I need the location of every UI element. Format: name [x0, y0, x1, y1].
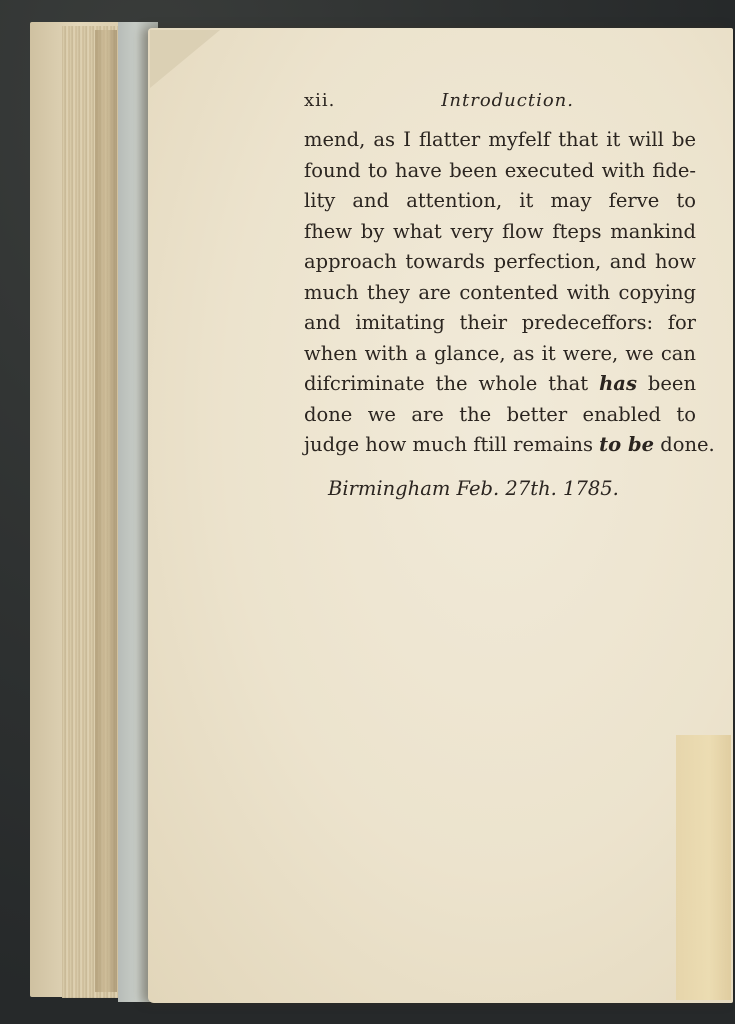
- page-stack-shadow: [95, 30, 117, 992]
- signoff-place-date: Birmingham Feb. 27th.: [328, 476, 557, 500]
- text-line: found to have been executed with fide-: [304, 158, 696, 182]
- text-segment: difcriminate the whole that: [304, 372, 589, 395]
- text-line: mend, as I flatter myfelf that it will be: [304, 128, 696, 151]
- folded-page-corner: [150, 30, 220, 88]
- text-line: when with a glance, as it were, we can: [304, 341, 696, 365]
- text-line: fhew by what very flow fteps mankind: [304, 219, 696, 243]
- text-line: approach towards perfection, and how: [304, 250, 696, 273]
- page-number: xii.: [304, 90, 336, 111]
- text-line: [304, 430, 715, 461]
- text-segment: done.: [660, 433, 715, 456]
- page-text: [304, 90, 715, 500]
- signoff: [304, 477, 696, 500]
- emphasis-has: has: [599, 372, 637, 395]
- body-paragraph: [304, 125, 715, 461]
- page-header: [304, 90, 574, 111]
- text-line: done we are the better enabled to: [304, 402, 696, 426]
- text-segment: been: [647, 372, 697, 395]
- running-head: Introduction.: [441, 90, 574, 111]
- text-segment: judge how much ftill remains: [304, 433, 593, 456]
- text-line: lity and attention, it may ferve to: [304, 189, 696, 212]
- paper-tab: [676, 735, 731, 1000]
- signoff-year: 1785.: [563, 476, 619, 500]
- emphasis-to-be: to be: [599, 433, 655, 456]
- text-line: [304, 369, 696, 400]
- text-line: and imitating their predeceffors: for: [304, 311, 696, 334]
- text-line: much they are contented with copying: [304, 280, 696, 304]
